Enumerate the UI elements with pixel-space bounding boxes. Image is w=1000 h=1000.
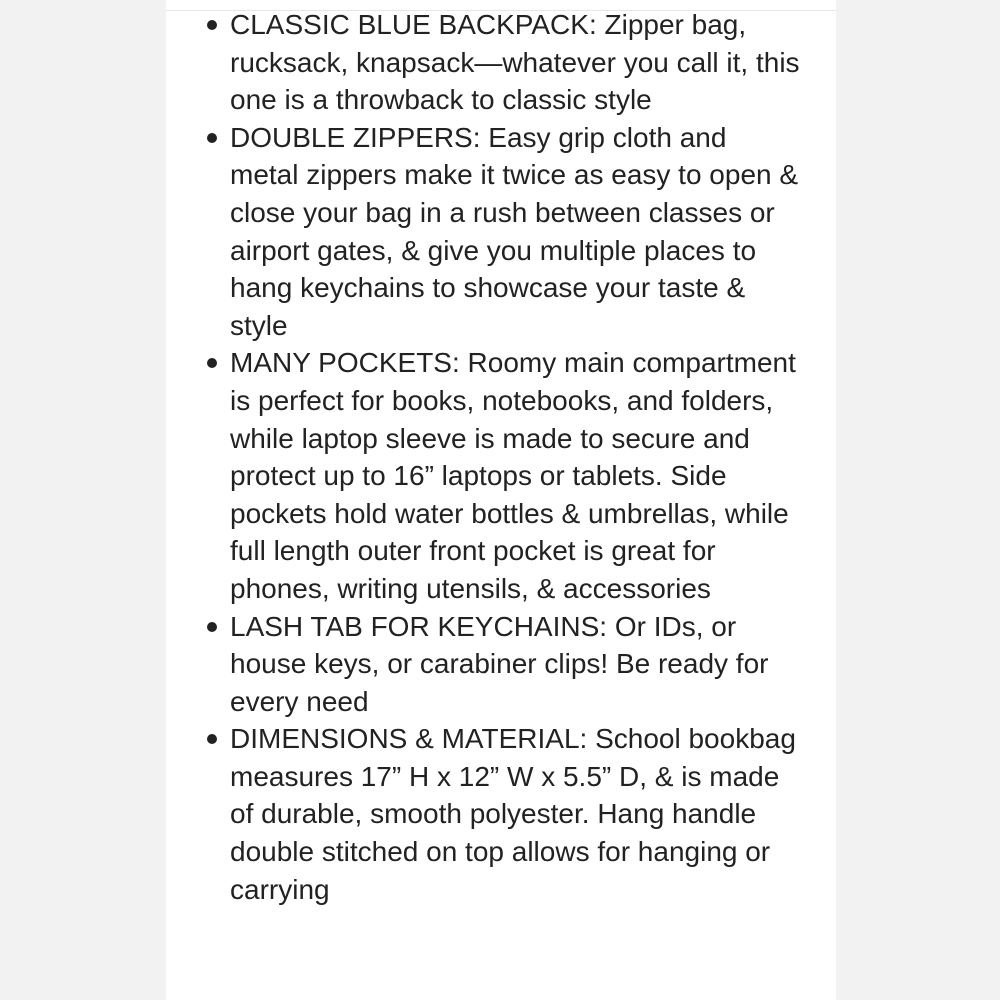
feature-bullet-text: DOUBLE ZIPPERS: Easy grip cloth and metal zippers make it twice as easy to open & close your bag in a rush between classes or airport gates, & give you multiple places to hang keychains to showcase your taste & style: [230, 121, 799, 341]
product-description-panel: [166, 0, 836, 1000]
bullet-dot-icon: [207, 358, 217, 368]
bullet-dot-icon: [207, 734, 217, 744]
bullet-dot-icon: [207, 133, 217, 143]
feature-bullet-dimensions-material: [166, 720, 800, 908]
feature-bullet-list: [166, 6, 836, 908]
feature-bullet-text: CLASSIC BLUE BACKPACK: Zipper bag, rucksack, knapsack—whatever you call it, this one is a throwback to classic style: [230, 9, 800, 116]
feature-bullet-text: LASH TAB FOR KEYCHAINS: Or IDs, or house keys, or carabiner clips! Be ready for every need: [230, 610, 769, 717]
feature-bullet-text: DIMENSIONS & MATERIAL: School bookbag measures 17” H x 12” W x 5.5” D, & is made of durable, smooth polyester. Hang handle double stitched on top allows for hanging or carrying: [230, 723, 796, 905]
feature-bullet-double-zippers: [166, 119, 800, 345]
feature-bullet-lash-tab: [166, 608, 800, 721]
feature-bullet-many-pockets: [166, 344, 800, 607]
feature-bullet-classic-blue-backpack: [166, 6, 800, 119]
bullet-dot-icon: [207, 20, 217, 30]
feature-bullet-text: MANY POCKETS: Roomy main compartment is perfect for books, notebooks, and folders, while laptop sleeve is made to secure and protect up to 16” laptops or tablets. Side pockets hold water bottles & umbrellas, while full length outer front pocket is great for phones, writing utensils, & accessories: [230, 347, 796, 604]
bullet-dot-icon: [207, 622, 217, 632]
